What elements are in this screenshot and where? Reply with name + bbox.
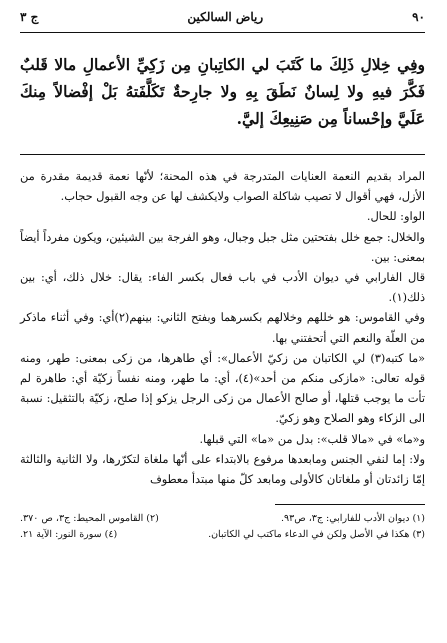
footnote-row — [20, 527, 425, 543]
footnote-2: (٢) القاموس المحيط: ج٣، ص ٣٧٠. — [20, 513, 159, 525]
footnote-row — [20, 511, 425, 527]
book-page — [0, 2, 447, 643]
commentary-paragraph: الواو: للحال. — [366, 210, 425, 224]
footnote-4: (٤) سورة النور: الآية ٢١. — [20, 529, 118, 541]
commentary-paragraph: قال الفارابي في ديوان الأدب في باب فعال بكسر الفاء: يقال: خلال ذلك، أي: بين ذلك(١). — [20, 271, 425, 305]
footnote-separator — [275, 504, 425, 505]
page-header — [20, 2, 425, 33]
quote-separator — [20, 154, 425, 155]
page-number: ٩٠ — [412, 10, 425, 24]
commentary-paragraph: «ما كتبه(٣) لي الكاتبان من زكيّ الأعمال»: أي طاهرها، من زكى بمعنى: طهر، ومنه قوله تعالى: «مازكى منكم من أحد»(٤)، أي: ما طهر، ومنه نفساً زكيّة أي: طاهرة لم تأت ما يوجب قتلها، أو صالح الأعمال من زكى الرجل يزكو إذا صلح، زكيّة بالتثقيل: نسبة الى الزكاء وهو الصلاح وهو زكيّ. — [20, 351, 425, 426]
commentary-paragraph: المراد بقديم النعمة العنايات المتدرجة في هذه المحنة؛ لأنّها نعمة قديمة مقدرة من الأزل، فهي أقوال لا تصيب شاكلة الصواب ولايكشف لها عن وجه القبول حجاب. — [20, 170, 425, 204]
footnote-1: (١) ديوان الأدب للفارابي: ج٣، ص٩٣. — [280, 513, 425, 525]
footnotes — [20, 511, 425, 543]
commentary-paragraph: ولا: إما لنفي الجنس ومابعدها مرفوع بالابتداء على أنّها ملغاة لتكرّرها، ولا الثانية والثالثة إمّا زائدتان أو ملغاتان كالأولى ومابعد كلّ منها مبتدأ معطوف — [20, 452, 425, 487]
footnote-3: (٣) هكذا في الأصل ولكن في الدعاء ماكتب لي الكاتبان. — [208, 529, 425, 541]
commentary-paragraph: والخلال: جمع خلل بفتحتين مثل جبل وجبال، وهو الفرجة بين الشيئين، ويكون مفرداً أيضاً بمعنى: بين. — [20, 230, 425, 264]
volume-label: ج ٣ — [20, 10, 39, 24]
commentary-body — [20, 167, 425, 490]
commentary-paragraph: و«ما» في «مالا قلب»: بدل من «ما» التي قبلها. — [199, 432, 425, 446]
supplication-quote: وفِي خِلالِ ذَلِكَ ما كَتَبَ لي الكاتِبانِ مِن زَكِيِّ الأعمالِ مالا قَلبٌ فَكَّرَ فيهِ ولا لِسانٌ نَطَقَ بِهِ ولا جارِحةٌ تَكَلَّفَتهُ بَلْ إفْضالاً مِنكَ عَلَيَّ وإحْساناً مِن صَنِيعِكَ إليَّ. — [20, 55, 425, 128]
running-title: رياض السالكين — [187, 10, 264, 24]
commentary-paragraph: وفي القاموس: هو خللهم وخلالهم بكسرهما وبفتح الثاني: بينهم(٢)أي: وفي أثناء ماذكر من العلّة والنعم التي أتحفتني بها. — [20, 311, 425, 345]
